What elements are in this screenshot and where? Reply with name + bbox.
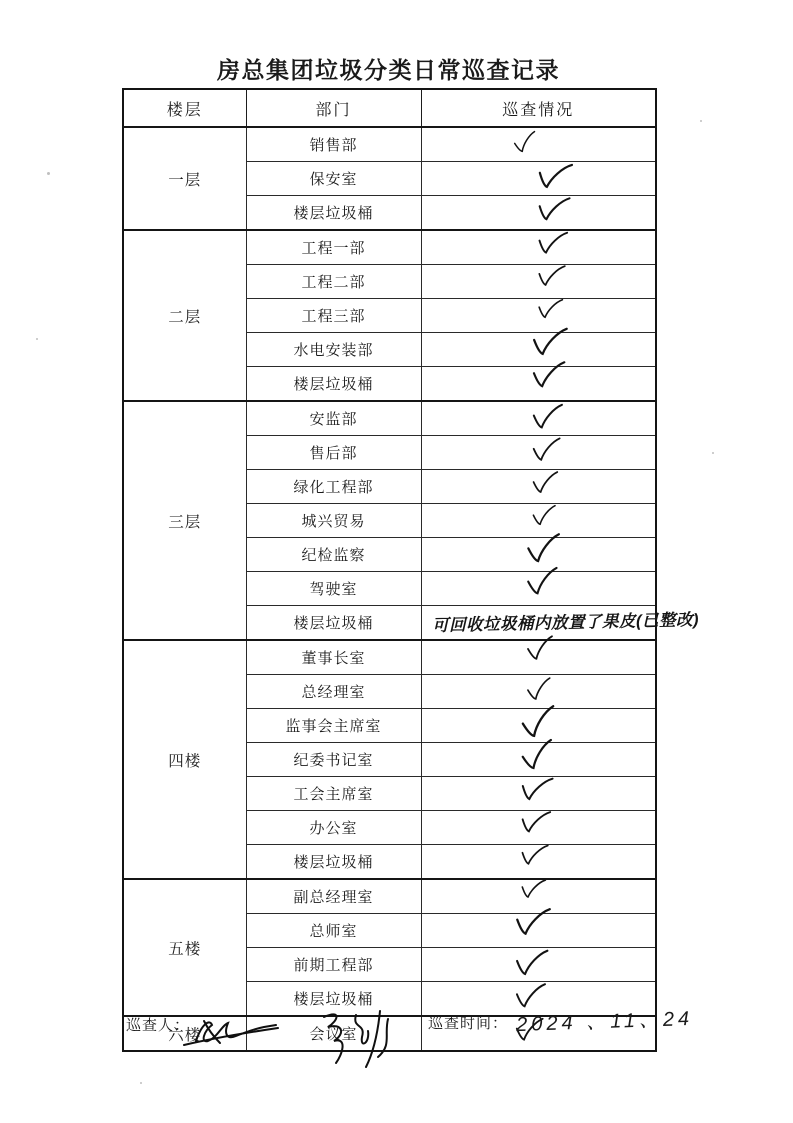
department-cell: 纪检监察	[246, 538, 421, 572]
check-icon	[532, 192, 572, 225]
check-icon	[532, 157, 575, 193]
check-icon	[534, 296, 565, 321]
department-cell: 会议室	[246, 1016, 421, 1051]
department-cell: 工程二部	[246, 265, 421, 299]
department-cell: 总师室	[246, 914, 421, 948]
check-icon	[533, 262, 567, 290]
inspection-time-label: 巡查时间：	[428, 1015, 509, 1032]
check-icon	[510, 946, 550, 978]
department-cell: 监事会主席室	[246, 709, 421, 743]
department-cell: 楼层垃圾桶	[246, 196, 421, 231]
floor-label: 一层	[123, 127, 246, 230]
status-cell	[421, 845, 656, 880]
department-cell: 副总经理室	[246, 879, 421, 914]
status-cell	[421, 470, 656, 504]
floor-label: 五楼	[123, 879, 246, 1016]
table-row	[123, 879, 656, 914]
department-cell: 售后部	[246, 436, 421, 470]
check-icon	[516, 841, 550, 869]
department-cell: 销售部	[246, 127, 421, 162]
scan-speck	[140, 1082, 142, 1084]
department-cell: 安监部	[246, 401, 421, 436]
check-icon	[509, 130, 539, 155]
status-cell	[421, 640, 656, 675]
inspection-table-body	[123, 127, 699, 1051]
status-cell	[421, 401, 656, 436]
footer	[122, 1005, 742, 1080]
department-cell: 工程一部	[246, 230, 421, 265]
status-cell	[421, 675, 656, 709]
floor-label: 三层	[123, 401, 246, 640]
floor-label: 六楼	[123, 1016, 246, 1051]
status-cell	[421, 127, 656, 162]
check-icon	[527, 359, 567, 391]
status-cell	[421, 709, 656, 743]
status-cell	[421, 948, 656, 982]
department-cell: 办公室	[246, 811, 421, 845]
check-icon	[522, 532, 563, 564]
handwritten-note: 可回收垃圾桶内放置了果皮(已整改)	[431, 610, 699, 636]
status-cell	[421, 606, 699, 641]
table-row	[123, 230, 656, 265]
status-cell	[421, 777, 656, 811]
department-cell: 前期工程部	[246, 948, 421, 982]
department-cell: 楼层垃圾桶	[246, 606, 421, 641]
check-icon	[522, 677, 554, 703]
check-icon	[510, 904, 553, 939]
table-row	[123, 401, 656, 436]
check-icon	[517, 876, 548, 901]
inspector-signature-1	[174, 1013, 294, 1055]
column-header-department: 部门	[246, 89, 421, 127]
department-cell: 工程三部	[246, 299, 421, 333]
department-cell: 纪委书记室	[246, 743, 421, 777]
department-cell: 城兴贸易	[246, 504, 421, 538]
page-title: 房总集团垃圾分类日常巡查记录	[217, 57, 560, 83]
check-icon	[529, 504, 557, 526]
check-icon	[522, 566, 561, 597]
check-icon	[516, 806, 553, 837]
inspection-table	[122, 88, 699, 1052]
department-cell: 绿化工程部	[246, 470, 421, 504]
table-header-row	[123, 89, 656, 127]
column-header-floor: 楼层	[123, 89, 246, 127]
inspection-date-handwritten: 2024 、11、24	[515, 1007, 694, 1037]
status-cell	[421, 436, 656, 470]
department-cell: 总经理室	[246, 675, 421, 709]
status-cell	[421, 572, 656, 606]
scan-speck	[712, 452, 714, 454]
department-cell: 楼层垃圾桶	[246, 982, 421, 1017]
table-row	[123, 127, 656, 162]
floor-label: 二层	[123, 230, 246, 401]
check-icon	[515, 738, 558, 773]
status-cell	[421, 196, 656, 231]
department-cell: 董事长室	[246, 640, 421, 675]
department-cell: 工会主席室	[246, 777, 421, 811]
floor-label: 四楼	[123, 640, 246, 879]
inspector-label: 巡查人：	[126, 1017, 191, 1034]
status-cell	[421, 367, 656, 402]
inspector-signature-2	[304, 1005, 404, 1071]
column-header-status: 巡查情况	[421, 89, 656, 127]
check-icon	[515, 772, 555, 806]
check-icon	[529, 471, 559, 495]
check-icon	[529, 436, 562, 462]
scan-speck	[36, 338, 38, 340]
check-icon	[528, 402, 564, 431]
status-cell	[421, 914, 656, 948]
scan-speck	[700, 120, 702, 122]
department-cell: 水电安装部	[246, 333, 421, 367]
check-icon	[515, 704, 560, 741]
check-icon	[522, 635, 556, 663]
status-cell	[421, 743, 656, 777]
department-cell: 楼层垃圾桶	[246, 367, 421, 402]
table-row	[123, 640, 656, 675]
department-cell: 保安室	[246, 162, 421, 196]
department-cell: 楼层垃圾桶	[246, 845, 421, 880]
status-cell	[421, 265, 656, 299]
check-icon	[533, 227, 570, 257]
scan-speck	[47, 172, 50, 175]
department-cell: 驾驶室	[246, 572, 421, 606]
status-cell	[421, 230, 656, 265]
check-icon	[527, 324, 570, 359]
status-cell	[421, 811, 656, 845]
status-cell	[421, 162, 656, 196]
